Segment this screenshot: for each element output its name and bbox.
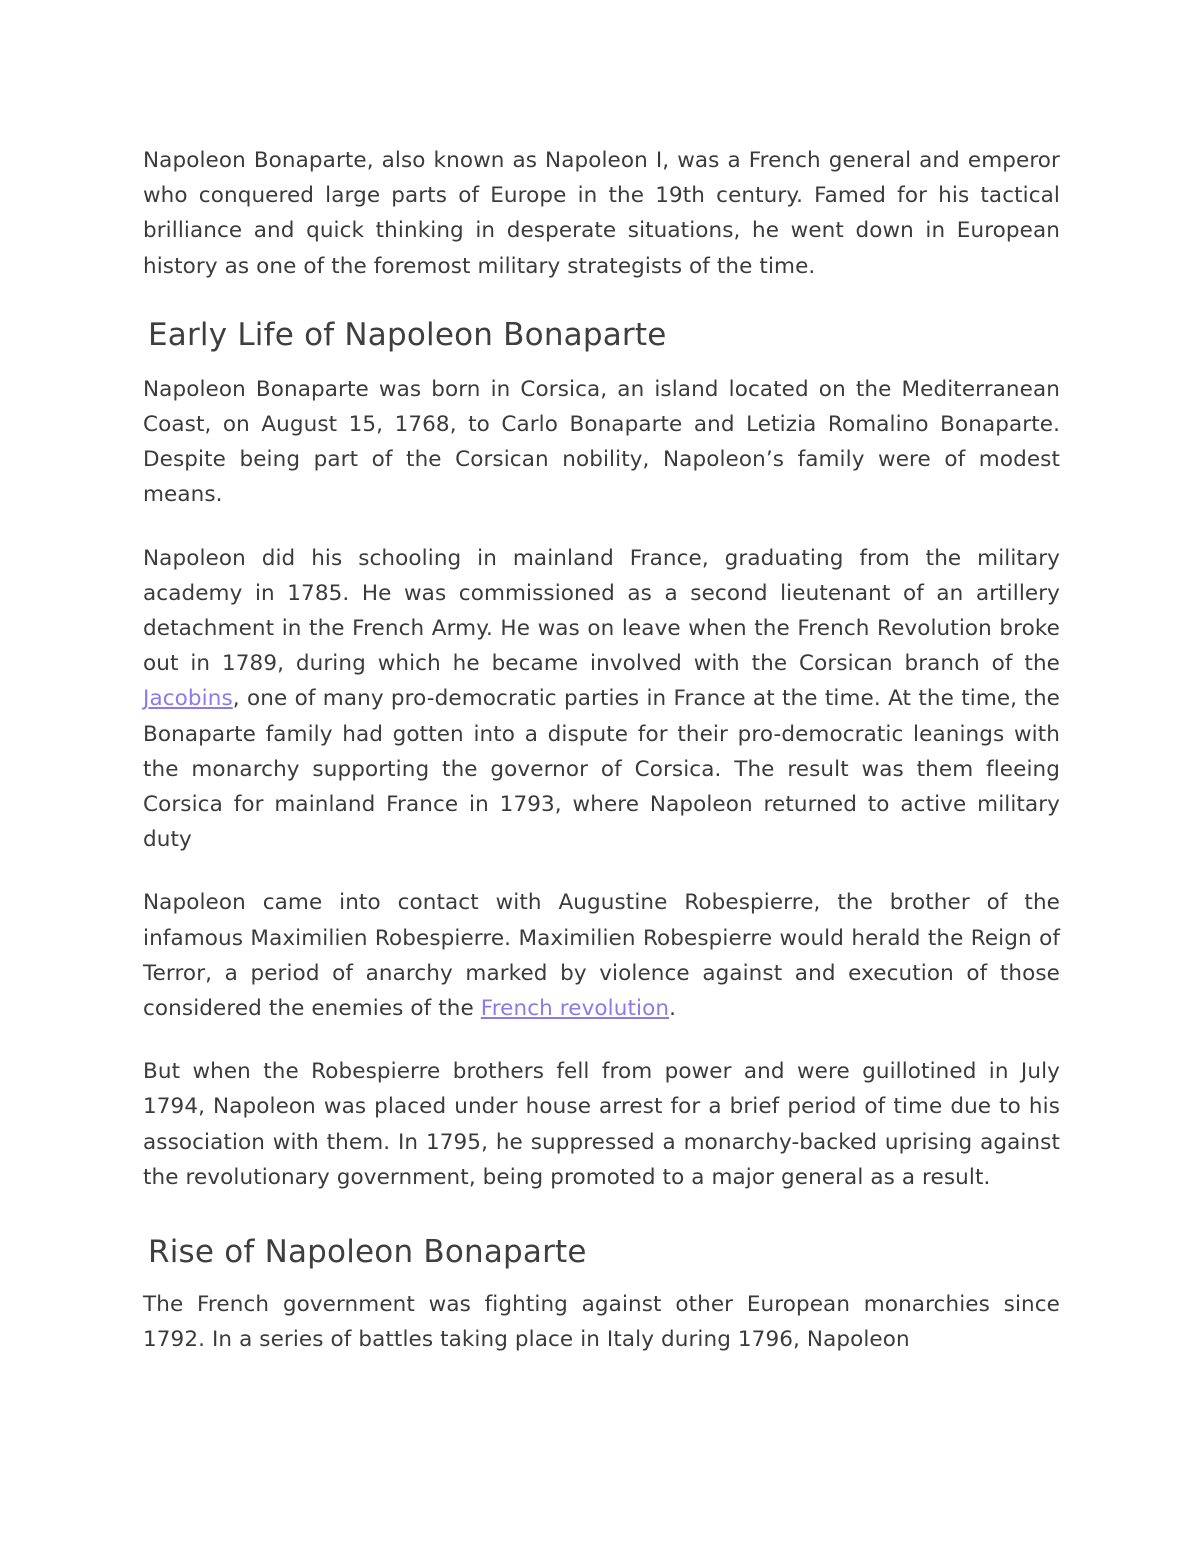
- early-life-paragraph-2-text-before-link: Napoleon did his schooling in mainland France, graduating from the military academy in 1785. He was commissioned as a second lieutenant of an artillery detachment in the French Army. He was on leave when the French Revolution broke out in 1789, during which he became involved with the Corsican branch of the: [143, 545, 1060, 677]
- early-life-paragraph-2: [143, 541, 1060, 858]
- early-life-paragraph-3-text-before-link: Napoleon came into contact with Augustine Robespierre, the brother of the infamous Maximilien Robespierre. Maximilien Robespierre would herald the Reign of Terror, a period of anarchy marked by violence against and execution of those considered the enemies of the: [143, 890, 1060, 1022]
- jacobins-link[interactable]: Jacobins: [143, 686, 233, 712]
- early-life-paragraph-4: But when the Robespierre brothers fell from power and were guillotined in July 1794, Napoleon was placed under house arrest for a brief period of time due to his association with them. In 1795, he suppressed a monarchy-backed uprising against the revolutionary government, being promoted to a major general as a result.: [143, 1059, 1060, 1190]
- document-body: [143, 143, 1060, 1357]
- early-life-paragraph-3-text-after-link: .: [669, 996, 676, 1022]
- early-life-paragraph-1: Napoleon Bonaparte was born in Corsica, an island located on the Mediterranean Coast, on August 15, 1768, to Carlo Bonaparte and Letizia Romalino Bonaparte. Despite being part of the Corsican nobility, Napoleon’s family were of modest means.: [143, 376, 1060, 508]
- french-revolution-link[interactable]: French revolution: [480, 996, 670, 1022]
- section-heading-rise: Rise of Napoleon Bonaparte: [148, 1234, 587, 1271]
- early-life-paragraph-2-text-after-link: , one of many pro-democratic parties in France at the time. At the time, the Bonaparte family had gotten into a dispute for their pro-democratic leanings with the monarchy supporting the governor of Corsica. The result was them fleeing Corsica for mainland France in 1793, where Napoleon returned to active military duty: [143, 686, 1060, 853]
- rise-paragraph-1: The French government was fighting against other European monarchies since 1792. In a series of battles taking place in Italy during 1796, Napoleon: [143, 1292, 1060, 1353]
- early-life-paragraph-3: [143, 885, 1060, 1026]
- intro-paragraph: Napoleon Bonaparte, also known as Napoleon I, was a French general and emperor who conquered large parts of Europe in the 19th century. Famed for his tactical brilliance and quick thinking in desperate situations, he went down in European history as one of the foremost military strategists of the time.: [143, 148, 1060, 279]
- section-heading-early-life: Early Life of Napoleon Bonaparte: [148, 316, 667, 353]
